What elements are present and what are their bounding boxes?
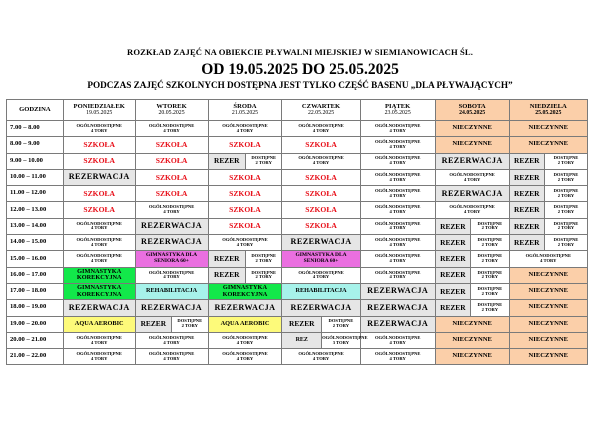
cell-available: DOSTĘPNE 2 TORY bbox=[471, 251, 510, 267]
cell-reserved: REZER bbox=[135, 316, 171, 332]
cell-open: OGÓLNODOSTĘPNE 4 TORY bbox=[282, 267, 360, 283]
cell-school: SZKOŁA bbox=[282, 186, 360, 202]
cell-school: SZKOŁA bbox=[282, 218, 360, 234]
cell-reserved: REZER bbox=[208, 267, 246, 283]
table-row bbox=[7, 283, 588, 299]
cell-senior-gym: GIMNASTYKA DLA SENIORA 60+ bbox=[282, 251, 360, 267]
cell-corrective-gym: GIMNASTYKA KOREKCYJNA bbox=[63, 267, 135, 283]
cell-school: SZKOŁA bbox=[208, 137, 282, 153]
cell-reservation: REZERWACJA bbox=[208, 300, 282, 316]
cell-open: OGÓLNODOSTĘPNE 4 TORY bbox=[135, 121, 208, 137]
cell-reservation: REZERWACJA bbox=[63, 300, 135, 316]
cell-open: OGÓLNODOSTĘPNE 4 TORY bbox=[63, 349, 135, 365]
cell-open: OGÓLNODOSTĘPNE 4 TORY bbox=[282, 349, 360, 365]
cell-open: OGÓLNODOSTĘPNE 4 TORY bbox=[360, 218, 435, 234]
cell-closed: NIECZYNNE bbox=[509, 332, 587, 348]
cell-school: SZKOŁA bbox=[135, 186, 208, 202]
cell-open: OGÓLNODOSTĘPNE 4 TORY bbox=[360, 202, 435, 218]
cell-school: SZKOŁA bbox=[208, 169, 282, 185]
table-row bbox=[7, 251, 588, 267]
table-row bbox=[7, 235, 588, 251]
table-row bbox=[7, 121, 588, 137]
cell-reservation: REZERWACJA bbox=[435, 186, 509, 202]
cell-available: DOSTĘPNE 2 TORY bbox=[544, 186, 587, 202]
cell-aqua-aerobic: AQUA AEROBIC bbox=[63, 316, 135, 332]
cell-open: OGÓLNODOSTĘPNE 4 TORY bbox=[360, 235, 435, 251]
table-row bbox=[7, 332, 588, 348]
day-header-sun: NIEDZIELA 25.05.2025 bbox=[509, 100, 587, 121]
table-row bbox=[7, 218, 588, 234]
cell-open: OGÓLNODOSTĘPNE 4 TORY bbox=[435, 169, 509, 185]
cell-closed: NIECZYNNE bbox=[509, 121, 587, 137]
cell-available: DOSTĘPNE 2 TORY bbox=[471, 218, 510, 234]
cell-reserved: REZER bbox=[282, 316, 322, 332]
cell-open: OGÓLNODOSTĘPNE 4 TORY bbox=[360, 186, 435, 202]
cell-reservation: REZERWACJA bbox=[360, 300, 435, 316]
cell-reserved: REZER bbox=[509, 153, 544, 169]
table-row bbox=[7, 267, 588, 283]
day-header-thu: CZWARTEK 22.05.2025 bbox=[282, 100, 360, 121]
cell-closed: NIECZYNNE bbox=[435, 332, 509, 348]
cell-open: OGÓLNODOSTĘPNE 4 TORY bbox=[63, 121, 135, 137]
cell-open: OGÓLNODOSTĘPNE 4 TORY bbox=[435, 202, 509, 218]
table-row bbox=[7, 316, 588, 332]
cell-closed: NIECZYNNE bbox=[509, 267, 587, 283]
time-cell: 11.00 – 12.00 bbox=[7, 186, 64, 202]
time-cell: 20.00 – 21.00 bbox=[7, 332, 64, 348]
cell-open: OGÓLNODOSTĘPNE 4 TORY bbox=[360, 267, 435, 283]
time-cell: 8.00 – 9.00 bbox=[7, 137, 64, 153]
cell-available: DOSTĘPNE 2 TORY bbox=[471, 235, 510, 251]
cell-school: SZKOŁA bbox=[63, 137, 135, 153]
table-row bbox=[7, 202, 588, 218]
godzina-header: GODZINA bbox=[7, 100, 64, 121]
cell-reservation: REZERWACJA bbox=[435, 153, 509, 169]
cell-school: SZKOŁA bbox=[208, 186, 282, 202]
cell-closed: NIECZYNNE bbox=[435, 137, 509, 153]
cell-available: DOSTĘPNE 2 TORY bbox=[246, 153, 282, 169]
cell-rehabilitation: REHABILITACJA bbox=[282, 283, 360, 299]
cell-reservation: REZERWACJA bbox=[135, 235, 208, 251]
day-header-sat: SOBOTA 24.05.2025 bbox=[435, 100, 509, 121]
table-row bbox=[7, 300, 588, 316]
cell-available: DOSTĘPNE 2 TORY bbox=[544, 218, 587, 234]
cell-available: DOSTĘPNE 2 TORY bbox=[322, 316, 361, 332]
cell-open: OGÓLNODOSTĘPNE 4 TORY bbox=[282, 121, 360, 137]
cell-reservation: REZERWACJA bbox=[135, 218, 208, 234]
cell-closed: NIECZYNNE bbox=[509, 316, 587, 332]
cell-closed: NIECZYNNE bbox=[509, 137, 587, 153]
cell-open: OGÓLNODOSTĘPNE 4 TORY bbox=[360, 251, 435, 267]
cell-reservation: REZERWACJA bbox=[360, 283, 435, 299]
header-row bbox=[7, 100, 588, 121]
cell-open: OGÓLNODOSTĘPNE 4 TORY bbox=[208, 235, 282, 251]
cell-aqua-aerobic: AQUA AEROBIC bbox=[208, 316, 282, 332]
time-cell: 18.00 – 19.00 bbox=[7, 300, 64, 316]
table-row bbox=[7, 137, 588, 153]
time-cell: 17.00 – 18.00 bbox=[7, 283, 64, 299]
cell-available: DOSTĘPNE 2 TORY bbox=[471, 300, 510, 316]
table-row bbox=[7, 349, 588, 365]
cell-school: SZKOŁA bbox=[135, 169, 208, 185]
time-cell: 12.00 – 13.00 bbox=[7, 202, 64, 218]
cell-reserved: REZER bbox=[435, 300, 470, 316]
cell-closed: NIECZYNNE bbox=[509, 349, 587, 365]
cell-open: OGÓLNODOSTĘPNE 4 TORY bbox=[63, 235, 135, 251]
cell-open: OGÓLNODOSTĘPNE 4 TORY bbox=[360, 137, 435, 153]
cell-reservation: REZERWACJA bbox=[63, 169, 135, 185]
day-header-tue: WTOREK 20.05.2025 bbox=[135, 100, 208, 121]
cell-school: SZKOŁA bbox=[282, 202, 360, 218]
cell-reserved: REZER bbox=[435, 218, 470, 234]
schedule-table bbox=[6, 99, 588, 365]
table-row bbox=[7, 153, 588, 169]
cell-reserved: REZER bbox=[208, 153, 246, 169]
time-cell: 16.00 – 17.00 bbox=[7, 267, 64, 283]
cell-open-partial: OGÓLNODOSTĘPNE 3 TORY bbox=[322, 332, 361, 348]
cell-reserved: REZER bbox=[509, 235, 544, 251]
cell-available: DOSTĘPNE 2 TORY bbox=[544, 202, 587, 218]
date-range: OD 19.05.2025 DO 25.05.2025 bbox=[201, 61, 399, 78]
cell-closed: NIECZYNNE bbox=[509, 283, 587, 299]
cell-school: SZKOŁA bbox=[282, 169, 360, 185]
cell-school: SZKOŁA bbox=[208, 218, 282, 234]
cell-open: OGÓLNODOSTĘPNE 4 TORY bbox=[135, 349, 208, 365]
notice: PODCZAS ZAJĘĆ SZKOLNYCH DOSTĘPNA JEST TYLKO CZĘŚĆ BASENU „DLA PŁYWAJĄCYCH” bbox=[87, 80, 513, 90]
cell-reservation: REZERWACJA bbox=[135, 300, 208, 316]
cell-open: OGÓLNODOSTĘPNE 4 TORY bbox=[208, 349, 282, 365]
time-cell: 19.00 – 20.00 bbox=[7, 316, 64, 332]
cell-available: DOSTĘPNE 2 TORY bbox=[246, 251, 282, 267]
cell-school: SZKOŁA bbox=[63, 153, 135, 169]
cell-closed: NIECZYNNE bbox=[435, 121, 509, 137]
time-cell: 14.00 – 15.00 bbox=[7, 235, 64, 251]
cell-open: OGÓLNODOSTĘPNE 4 TORY bbox=[63, 332, 135, 348]
time-cell: 9.00 – 10.00 bbox=[7, 153, 64, 169]
cell-reserved: REZER bbox=[435, 283, 470, 299]
cell-corrective-gym: GIMNASTYKA KOREKCYJNA bbox=[208, 283, 282, 299]
cell-available: DOSTĘPNE 2 TORY bbox=[544, 153, 587, 169]
cell-available: DOSTĘPNE 2 TORY bbox=[172, 316, 208, 332]
cell-reserved: REZER bbox=[435, 251, 470, 267]
cell-reservation: REZERWACJA bbox=[360, 316, 435, 332]
cell-school: SZKOŁA bbox=[282, 137, 360, 153]
cell-open: OGÓLNODOSTĘPNE 4 TORY bbox=[360, 169, 435, 185]
cell-open: OGÓLNODOSTĘPNE 4 TORY bbox=[135, 267, 208, 283]
cell-reservation: REZERWACJA bbox=[282, 235, 360, 251]
table-row bbox=[7, 169, 588, 185]
cell-open: OGÓLNODOSTĘPNE 4 TORY bbox=[360, 349, 435, 365]
cell-rehabilitation: REHABILITACJA bbox=[135, 283, 208, 299]
cell-school: SZKOŁA bbox=[135, 137, 208, 153]
cell-open: OGÓLNODOSTĘPNE 4 TORY bbox=[360, 121, 435, 137]
day-header-mon: PONIEDZIAŁEK 19.05.2025 bbox=[63, 100, 135, 121]
time-cell: 13.00 – 14.00 bbox=[7, 218, 64, 234]
cell-available: DOSTĘPNE 2 TORY bbox=[544, 235, 587, 251]
cell-closed: NIECZYNNE bbox=[435, 316, 509, 332]
cell-school: SZKOŁA bbox=[63, 186, 135, 202]
schedule-title: ROZKŁAD ZAJĘĆ NA OBIEKCIE PŁYWALNI MIEJSKIEJ W SIEMIANOWICACH ŚL. bbox=[127, 47, 473, 57]
day-header-fri: PIĄTEK 23.05.2025 bbox=[360, 100, 435, 121]
time-cell: 21.00 – 22.00 bbox=[7, 349, 64, 365]
cell-senior-gym: GIMNASTYKA DLA SENIORA 60+ bbox=[135, 251, 208, 267]
cell-available: DOSTĘPNE 2 TORY bbox=[544, 169, 587, 185]
cell-reserved: REZER bbox=[435, 235, 470, 251]
table-row bbox=[7, 186, 588, 202]
time-cell: 7.00 – 8.00 bbox=[7, 121, 64, 137]
cell-available: DOSTĘPNE 2 TORY bbox=[471, 283, 510, 299]
cell-available: DOSTĘPNE 2 TORY bbox=[246, 267, 282, 283]
cell-open: OGÓLNODOSTĘPNE 4 TORY bbox=[63, 218, 135, 234]
cell-closed: NIECZYNNE bbox=[435, 349, 509, 365]
cell-open: OGÓLNODOSTĘPNE 4 TORY bbox=[282, 153, 360, 169]
cell-reserved: REZER bbox=[509, 218, 544, 234]
cell-reserved: REZER bbox=[435, 267, 470, 283]
cell-school: SZKOŁA bbox=[63, 202, 135, 218]
cell-reserved: REZ bbox=[282, 332, 322, 348]
cell-open: OGÓLNODOSTĘPNE 4 TORY bbox=[135, 332, 208, 348]
time-cell: 10.00 – 11.00 bbox=[7, 169, 64, 185]
time-cell: 15.00 – 16.00 bbox=[7, 251, 64, 267]
cell-open: OGÓLNODOSTĘPNE 4 TORY bbox=[509, 251, 587, 267]
cell-reserved: REZER bbox=[208, 251, 246, 267]
cell-school: SZKOŁA bbox=[135, 153, 208, 169]
cell-reserved: REZER bbox=[509, 186, 544, 202]
day-header-wed: ŚRODA 21.05.2025 bbox=[208, 100, 282, 121]
cell-open: OGÓLNODOSTĘPNE 4 TORY bbox=[208, 121, 282, 137]
cell-open: OGÓLNODOSTĘPNE 4 TORY bbox=[360, 153, 435, 169]
cell-corrective-gym: GIMNASTYKA KOREKCYJNA bbox=[63, 283, 135, 299]
cell-available: DOSTĘPNE 2 TORY bbox=[471, 267, 510, 283]
cell-reserved: REZER bbox=[509, 169, 544, 185]
cell-closed: NIECZYNNE bbox=[509, 300, 587, 316]
cell-reserved: REZER bbox=[509, 202, 544, 218]
cell-open: OGÓLNODOSTĘPNE 4 TORY bbox=[360, 332, 435, 348]
cell-school: SZKOŁA bbox=[208, 202, 282, 218]
cell-open: OGÓLNODOSTĘPNE 4 TORY bbox=[63, 251, 135, 267]
cell-reservation: REZERWACJA bbox=[282, 300, 360, 316]
cell-open: OGÓLNODOSTĘPNE 4 TORY bbox=[208, 332, 282, 348]
cell-open: OGÓLNODOSTĘPNE 4 TORY bbox=[135, 202, 208, 218]
